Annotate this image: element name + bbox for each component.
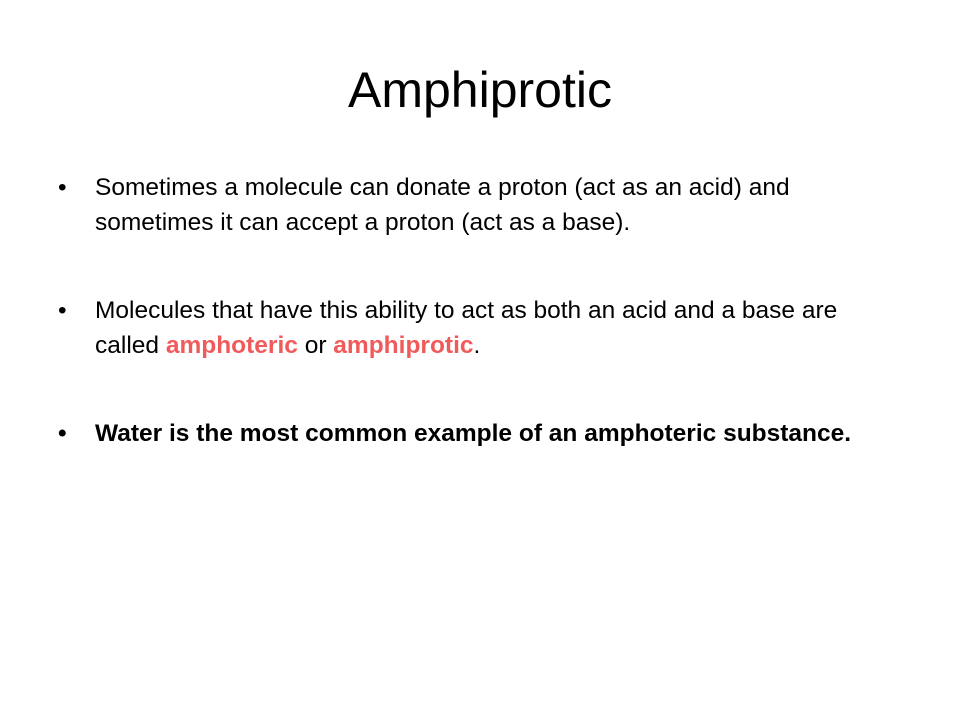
bullet-marker: • <box>58 420 67 447</box>
bullet-text-1: Sometimes a molecule can donate a proton (act as an acid) and sometimes it can accept a proton (act as a base). <box>95 174 790 236</box>
bullet-text-3: Water is the most common example of an amphoteric substance. <box>95 420 852 447</box>
bullet-marker: • <box>58 174 67 201</box>
term-amphiprotic: amphiprotic <box>333 332 474 359</box>
bullet-text-2-before: Molecules that have this ability to act as both an acid and a base are called <box>95 297 838 359</box>
term-amphoteric: amphoteric <box>165 332 298 359</box>
bullet-item-3 <box>58 416 858 451</box>
bullet-list <box>58 170 858 504</box>
bullet-text-2-after: . <box>473 332 481 359</box>
bullet-text-2-between: or <box>297 332 334 359</box>
slide-title: Amphiprotic <box>348 62 612 118</box>
bullet-item-2 <box>58 293 858 363</box>
bullet-marker: • <box>58 297 67 324</box>
bullet-item-1 <box>58 170 858 240</box>
